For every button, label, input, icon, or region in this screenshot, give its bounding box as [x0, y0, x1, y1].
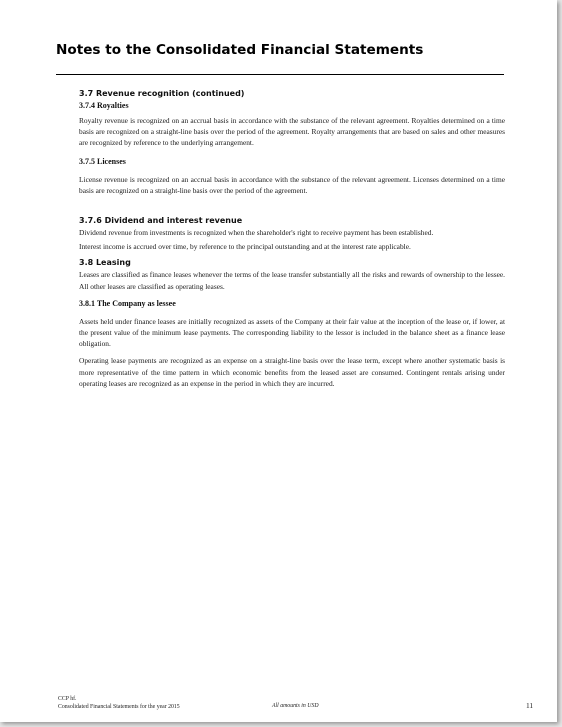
footer-left [58, 695, 180, 711]
footer-amounts-note: All amounts in USD [272, 703, 319, 709]
page-number: 11 [526, 701, 534, 710]
footer-company: CCP hf. [58, 696, 77, 702]
paragraph-leasing: Leases are classified as finance leases whenever the terms of the lease transfer substantially all the risks and rewards of ownership to the lessee. All other leases are classified as operating leases. [79, 270, 505, 291]
paragraph-operating-leases: Operating lease payments are recognized as an expense on a straight-line basis over the lease term, except where another systematic basis is more representative of the time pattern in which economic benefits from the leased asset are consumed. Contingent rentals arising under operating leases are recognized as an expense in the period in which they are incurred. [79, 356, 505, 388]
subsection-heading-3-7-5: 3.7.5 Licenses [79, 156, 126, 166]
section-heading-3-8: 3.8 Leasing [79, 258, 131, 268]
subsection-heading-3-7-4: 3.7.4 Royalties [79, 101, 129, 110]
subsection-heading-3-7-6: 3.7.6 Dividend and interest revenue [79, 216, 243, 226]
paragraph-interest: Interest income is accrued over time, by reference to the principal outstanding and at the interest rate applicable. [79, 242, 411, 252]
footer-statement: Consolidated Financial Statements for the year 2015 [58, 704, 180, 710]
page-title: Notes to the Consolidated Financial Statements [56, 42, 424, 58]
title-divider [56, 74, 504, 75]
document-body [79, 88, 505, 389]
paragraph-finance-leases: Assets held under finance leases are initially recognized as assets of the Company at their fair value at the inception of the lease or, if lower, at the present value of the minimum lease payments. The corresponding liability to the lessor is included in the balance sheet as a finance lease obligation. [79, 316, 505, 349]
subsection-heading-3-8-1: 3.8.1 The Company as lessee [79, 298, 176, 308]
section-heading-3-7: 3.7 Revenue recognition (continued) [79, 89, 245, 98]
paragraph-dividend: Dividend revenue from investments is recognized when the shareholder's right to receive payment has been established. [79, 228, 434, 238]
paragraph-licenses: License revenue is recognized on an accrual basis in accordance with the substance of the relevant agreement. Licenses determined on a time basis are recognized on a straight-line basis over the period of the agreement. [79, 174, 505, 195]
paragraph-royalties: Royalty revenue is recognized on an accrual basis in accordance with the substance of the relevant agreement. Royalties determined on a time basis are recognized on a straight-line basis over the period of the agreement. Royalty arrangements that are based on sales and other measures are recognized by reference to the underlying arrangement. [79, 116, 505, 148]
